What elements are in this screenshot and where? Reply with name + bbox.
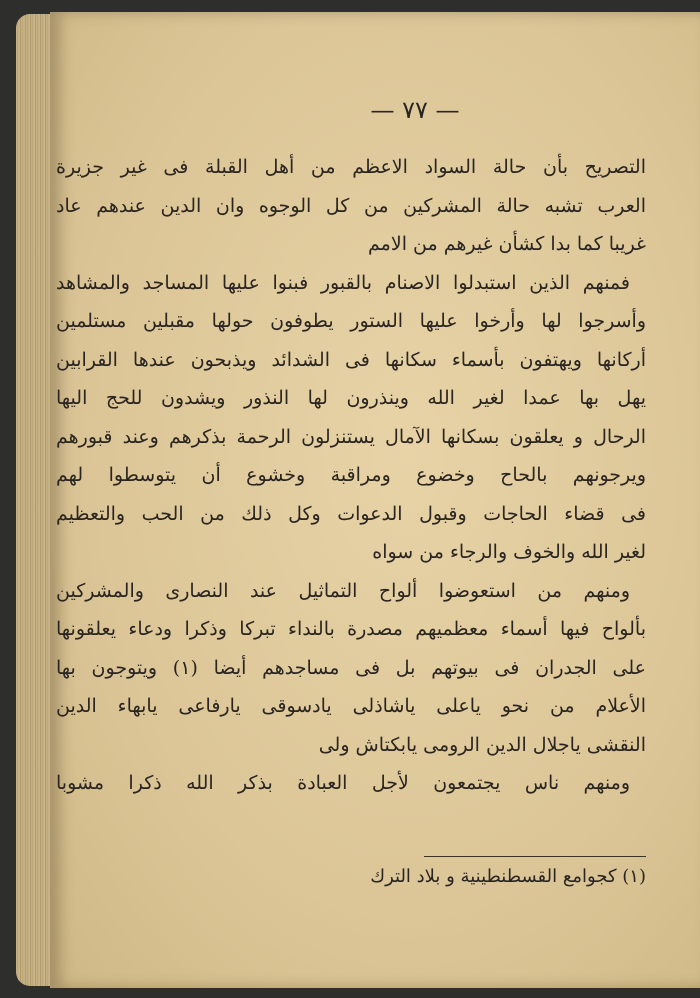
text-line: العرب تشبه حالة المشركين من كل الوجوه وان الدين عندهم عاد	[56, 194, 646, 217]
text-line: بألواح فيها أسماء معظميهم مصدرة بالنداء تبركا وذكرا ودعاء يعلقونها	[56, 618, 646, 640]
text-line: الأعلام من نحو ياعلى ياشاذلى يادسوقى يارفاعى يابهاء الدين	[56, 695, 646, 717]
page-number: — ٧٧ —	[370, 96, 460, 124]
text-line: على الجدران فى بيوتهم بل فى مساجدهم أيضا (١) ويتوجون بها	[56, 656, 646, 679]
text-line: الرحال و يعلقون بسكانها الآمال يستنزلون الرحمة بذكرهم وعند قبورهم	[56, 425, 646, 448]
text-line: التصريح بأن حالة السواد الاعظم من أهل القبلة فى غير جزيرة	[56, 156, 646, 178]
footnote-divider	[424, 856, 646, 857]
footnote: (١) كجوامع القسطنطينية و بلاد الترك	[370, 866, 646, 887]
text-line: النقشى ياجلال الدين الرومى يابكتاش ولى	[318, 733, 646, 756]
text-line: ومنهم من استعوضوا ألواح التماثيل عند النصارى والمشركين	[56, 579, 630, 602]
text-line: فمنهم الذين استبدلوا الاصنام بالقبور فبنوا عليها المساجد والمشاهد	[56, 271, 630, 294]
text-line: يهل بها عمدا لغير الله وينذرون لها النذور ويشدون للحج اليها	[56, 387, 646, 409]
text-line: غريبا كما بدا كشأن غيرهم من الامم	[368, 233, 646, 255]
text-line: ومنهم ناس يجتمعون لأجل العبادة بذكر الله ذكرا مشوبا	[56, 772, 630, 794]
text-line: فى قضاء الحاجات وقبول الدعوات وكل ذلك من الحب والتعظيم	[56, 502, 646, 525]
body-text	[56, 148, 646, 803]
text-line: ويرجونهم بالحاح وخضوع ومراقبة وخشوع أن يتوسطوا لهم	[56, 464, 646, 486]
text-line: لغير الله والخوف والرجاء من سواه	[372, 541, 646, 563]
text-line: أركانها ويهتفون بأسماء سكانها فى الشدائد ويذبحون عندها القرابين	[56, 348, 646, 371]
text-line: وأسرجوا لها وأرخوا عليها الستور يطوفون حولها مقبلين مستلمين	[56, 310, 646, 332]
